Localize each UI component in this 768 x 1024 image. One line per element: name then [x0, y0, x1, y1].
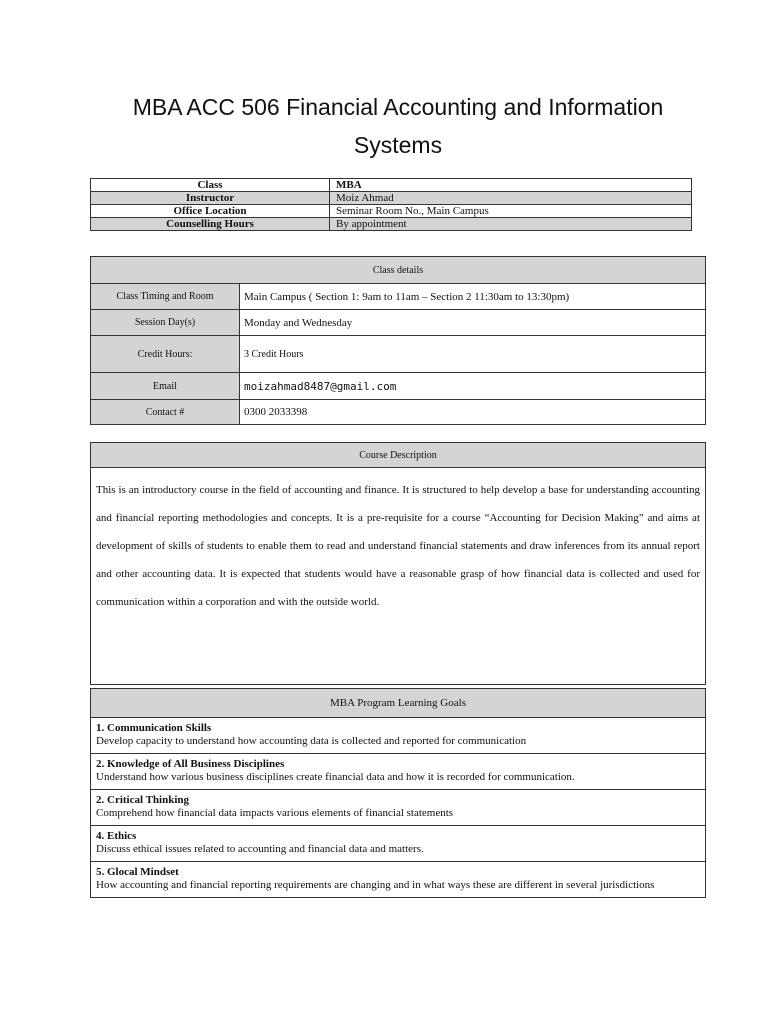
info-row-instructor	[91, 192, 692, 205]
details-label: Contact #	[91, 400, 240, 425]
goal-item	[91, 862, 706, 898]
course-description-text: This is an introductory course in the field of accounting and finance. It is structured to help develop a base for understanding accounting and financial reporting methodologies and concepts. It is a pre-requisite for a course “Accounting for Decision Making” and aims at development of skills of students to enable them to read and understand financial statements and draw inferences from its annual report and other accounting data. It is expected that students would have a reasonable grasp of how financial data is collected and used for communication within a corporation and with the outside world.	[91, 468, 706, 685]
details-value: Monday and Wednesday	[240, 310, 706, 336]
learning-goals-header: MBA Program Learning Goals	[91, 689, 706, 718]
details-value: Main Campus ( Section 1: 9am to 11am – Section 2 11:30am to 13:30pm)	[240, 284, 706, 310]
course-description-header: Course Description	[91, 443, 706, 468]
goal-text: Develop capacity to understand how accounting data is collected and reported for communication	[96, 735, 527, 747]
goal-item	[91, 790, 706, 826]
details-row-credits	[91, 336, 706, 373]
info-label: Class	[91, 179, 330, 192]
goal-text: How accounting and financial reporting requirements are changing and in what ways these are different in several jurisdictions	[96, 879, 655, 891]
goal-title: 5. Glocal Mindset	[96, 866, 179, 878]
details-row-timing	[91, 284, 706, 310]
info-label: Counselling Hours	[91, 218, 330, 231]
info-label: Instructor	[91, 192, 330, 205]
info-value: Moiz Ahmad	[330, 192, 692, 205]
info-row-office	[91, 205, 692, 218]
page-title: MBA ACC 506 Financial Accounting and Information Systems	[132, 94, 664, 158]
details-value: 3 Credit Hours	[240, 336, 706, 373]
info-value: MBA	[330, 179, 692, 192]
goal-title: 1. Communication Skills	[96, 722, 212, 734]
learning-goals-table	[90, 688, 706, 898]
goal-title: 2. Knowledge of All Business Disciplines	[96, 758, 285, 770]
details-row-days	[91, 310, 706, 336]
course-info-table	[90, 178, 692, 231]
goal-title: 2. Critical Thinking	[96, 794, 190, 806]
email-link[interactable]: moizahmad8487@gmail.com	[240, 373, 706, 400]
details-value: 0300 2033398	[240, 400, 706, 425]
class-details-table	[90, 256, 706, 425]
goal-item	[91, 826, 706, 862]
details-row-email	[91, 373, 706, 400]
goal-text: Understand how various business disciplines create financial data and how it is recorded for communication.	[96, 771, 575, 783]
details-row-contact	[91, 400, 706, 425]
details-label: Email	[91, 373, 240, 400]
info-value: By appointment	[330, 218, 692, 231]
details-label: Credit Hours:	[91, 336, 240, 373]
course-description-table	[90, 442, 706, 685]
info-row-class	[91, 179, 692, 192]
class-details-header: Class details	[91, 257, 706, 284]
goal-item	[91, 754, 706, 790]
info-label: Office Location	[91, 205, 330, 218]
goal-text: Discuss ethical issues related to accounting and financial data and matters.	[96, 843, 424, 855]
info-value: Seminar Room No., Main Campus	[330, 205, 692, 218]
details-label: Class Timing and Room	[91, 284, 240, 310]
details-label: Session Day(s)	[91, 310, 240, 336]
goal-item	[91, 718, 706, 754]
goal-title: 4. Ethics	[96, 830, 137, 842]
goal-text: Comprehend how financial data impacts various elements of financial statements	[96, 807, 454, 819]
info-row-hours	[91, 218, 692, 231]
